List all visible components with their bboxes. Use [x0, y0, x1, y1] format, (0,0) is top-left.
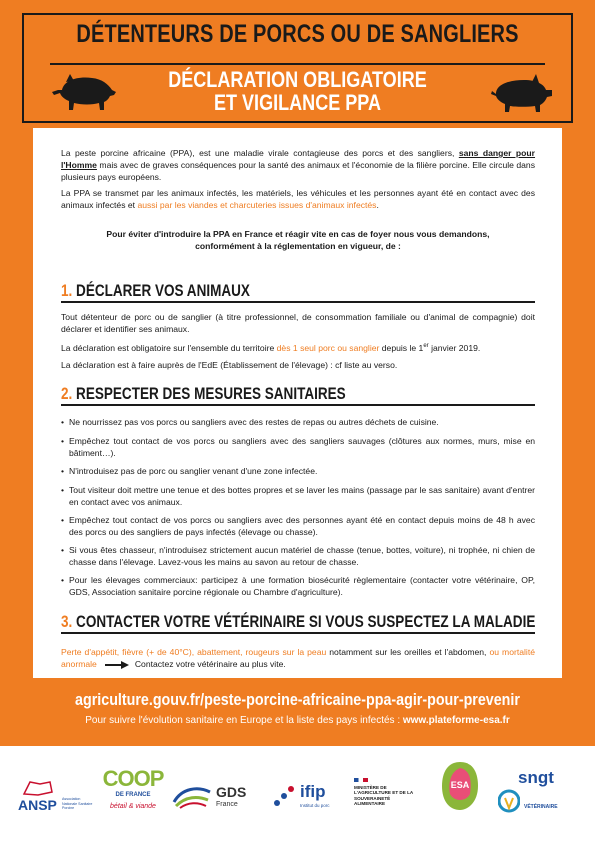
section-1-paragraph-3: La déclaration est à faire auprès de l'EdE (Établissement de l'élevage) : cf liste au verso. [61, 360, 398, 370]
ifip-logo: ifip Institut du porc [272, 778, 342, 818]
campaign-url[interactable]: agriculture.gouv.fr/peste-porcine-africaine-ppa-agir-pour-prevenir [75, 690, 520, 709]
lead-line-1: Pour éviter d'introduire la PPA en France et réagir vite en cas de foyer nous vous demandons, [106, 229, 490, 239]
mortality-emphasis: ou mortalité anormale [61, 647, 535, 669]
symptoms-emphasis: Perte d'appétit, fièvre (+ de 40°C), abattement, rougeurs sur la peau [61, 647, 327, 657]
esa-logo: ESA [440, 760, 482, 820]
list-item: • Empêchez tout contact de vos porcs ou sangliers avec des personnes ayant été en contact depuis moins de 48 h avec des porcs ou des sangliers de pays infectés (élevage ou chasse). [61, 514, 535, 538]
ministere-agriculture-logo: MINISTÈRE DE L'AGRICULTURE ET DE LA SOUVERAINETÉ ALIMENTAIRE [354, 778, 426, 822]
plateforme-esa-link[interactable]: www.plateforme-esa.fr [402, 715, 510, 726]
list-item: • Empêchez tout contact de vos porcs ou sangliers avec des sangliers sauvages (clôtures aux normes, murs, mise en bâtiment…). [61, 435, 535, 459]
list-item: • Ne nourrissez pas vos porcs ou sangliers avec des restes de repas ou autres déchets de cuisine. [61, 416, 535, 428]
section-1-rule [61, 301, 535, 303]
section-3-heading: 3. CONTACTER VOTRE VÉTÉRINAIRE SI VOUS SUSPECTEZ LA MALADIE [61, 613, 536, 631]
list-item: • Pour les élevages commerciaux: participez à une formation biosécurité règlementaire (contacter votre vétérinaire, OP, GDS, Association sanitaire porcine régionale ou Chambre d'agriculture). [61, 574, 535, 598]
section-2-rule [61, 404, 535, 406]
contact-vet-instruction: Contactez votre vétérinaire au plus vite. [134, 659, 286, 669]
sngtv-logo: sngt VÉTÉRINAIRE [498, 768, 582, 824]
section-1-heading: 1. DÉCLARER VOS ANIMAUX [61, 282, 250, 300]
arrow-right-icon [105, 661, 129, 669]
gds-france-logo: GDS France [172, 782, 262, 818]
subtitle-line-1: DÉCLARATION OBLIGATOIRE [168, 67, 427, 92]
page-subtitle [54, 68, 542, 114]
coop-de-france-logo: COOP DE FRANCE bétail & viande [102, 766, 164, 810]
pig-icon [488, 72, 556, 116]
list-item: • Tout visiteur doit mettre une tenue et des bottes propres et se laver les mains (passage par le sas sanitaire) avant d'entrer en contact avec vos animaux. [61, 484, 535, 508]
intro-paragraph-2: La PPA se transmet par les animaux infectés, les matériels, les véhicules et les personnes ayant été en contact avec des animaux infectés et aussi par les viandes et charcuteries issues d'animaux infectés. [61, 188, 535, 210]
section-1-paragraph-2: La déclaration est obligatoire sur l'ensemble du territoire dès 1 seul porc ou sanglier depuis le 1er janvier 2019. [61, 342, 481, 353]
wild-boar-icon [48, 70, 118, 116]
lead-line-2: conformément à la réglementation en vigueur, de : [195, 241, 401, 251]
ifip-dots-icon [272, 782, 298, 808]
footer-note: Pour suivre l'évolution sanitaire en Europe et la liste des pays infectés : www.plateforme-esa.fr [85, 715, 510, 726]
list-item: • Si vous êtes chasseur, n'introduisez strictement aucun matériel de chasse (tenue, bottes, voiture), ni trophée, ni chien de chasse dans l'élevage. Lavez-vous les mains au savon au retour de chasse. [61, 544, 535, 568]
intro-lead [61, 228, 535, 252]
section-2-heading: 2. RESPECTER DES MESURES SANITAIRES [61, 385, 346, 403]
ansp-logo: ANSP Association Nationale Sanitaire Porcine [18, 780, 94, 820]
intro-paragraph-1: La peste porcine africaine (PPA), est une maladie virale contagieuse des porcs et des sangliers, sans danger pour l'Homme mais avec de graves conséquences pour la santé des animaux et l'économie de la filière porcine. Elle circule dans plusieurs pays européens. [61, 148, 536, 182]
section-3-rule [61, 632, 535, 634]
one-animal-emphasis: dès 1 seul porc ou sanglier [276, 342, 380, 353]
partner-logos [0, 752, 595, 842]
flag-icon [354, 778, 368, 782]
no-danger-emphasis: sans danger pour l'Homme [61, 148, 536, 170]
page-title: DÉTENTEURS DE PORCS OU DE SANGLIERS [76, 20, 519, 48]
section-3-symptoms: Perte d'appétit, fièvre (+ de 40°C), abattement, rougeurs sur la peau notamment sur les oreilles et l'abdomen, ou mortalité anormale Contactez votre vétérinaire au plus vite. [61, 647, 535, 669]
gds-swoosh-icon [172, 784, 212, 810]
section-1-paragraph-1: Tout détenteur de porc ou de sanglier (à titre professionnel, de consommation familiale ou d'animal de compagnie) doit déclarer et identifier ses animaux. [61, 312, 535, 334]
france-map-icon [20, 780, 54, 796]
list-item: • N'introduisez pas de porc ou sanglier venant d'une zone infectée. [61, 465, 535, 477]
meat-warning: aussi par les viandes et charcuteries issues d'animaux infectés [137, 200, 377, 210]
sngtv-emblem-icon [498, 786, 520, 816]
subtitle-line-2: ET VIGILANCE PPA [213, 90, 382, 115]
header-divider [50, 63, 545, 65]
